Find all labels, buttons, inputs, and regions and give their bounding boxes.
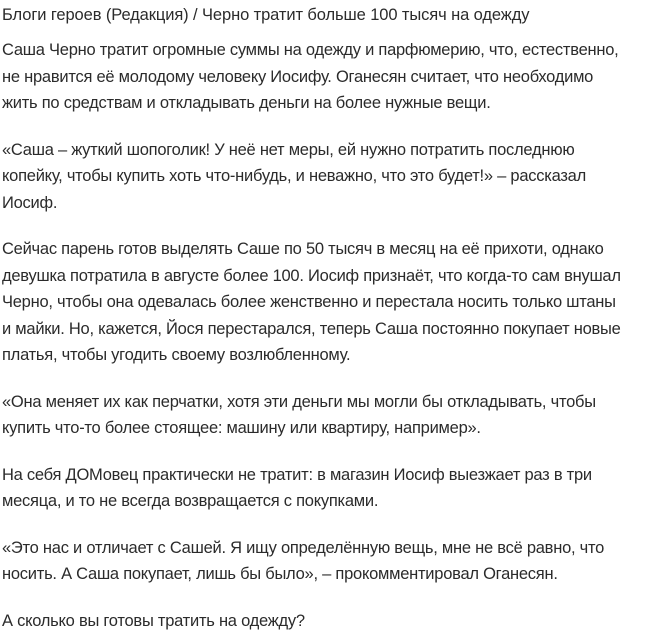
text-line: девушка потратила в августе более 100. Иосиф признаёт, что когда-то сам внушал — [2, 266, 621, 285]
text-line: платья, чтобы угодить своему возлюбленному. — [2, 346, 351, 364]
article-body — [2, 3, 670, 634]
paragraph-iosif-habits — [2, 462, 670, 515]
text-line: Саша Черно тратит огромные суммы на одежду и парфюмерию, что, естественно, — [2, 41, 619, 59]
text-line: и майки. Но, кажется, Йося перестарался, теперь Саша постоянно покупает новые — [2, 319, 621, 338]
text-line: Сейчас парень готов выделять Саше по 50 тысяч в месяц на её прихоти, однако — [2, 240, 604, 258]
text-line: не нравится её молодому человеку Иосифу. Оганесян считает, что необходимо — [2, 67, 594, 86]
article-title: Блоги героев (Редакция) / Черно тратит больше 100 тысяч на одежду — [2, 6, 530, 24]
paragraph-quote-shopaholic — [2, 137, 670, 217]
text-line: А сколько вы готовы тратить на одежду? — [2, 611, 305, 630]
text-line: «Это нас и отличает с Сашей. Я ищу определённую вещь, мне не всё равно, что — [2, 538, 605, 557]
text-line: На себя ДОМовец практически не тратит: в магазин Иосиф выезжает раз в три — [2, 465, 592, 484]
closing-question — [2, 608, 670, 635]
text-line: носить. А Саша покупает, лишь бы было», – прокомментировал Оганесян. — [2, 565, 558, 583]
text-line: месяца, и то не всегда возвращается с покупками. — [2, 492, 379, 510]
text-line: купить что-то более стоящее: машину или квартиру, например». — [2, 419, 481, 437]
paragraph-quote-difference — [2, 535, 670, 588]
text-line: «Она меняет их как перчатки, хотя эти деньги мы могли бы откладывать, чтобы — [2, 392, 596, 411]
text-line: «Саша – жуткий шопоголик! У неё нет меры, ей нужно потратить последнюю — [2, 140, 575, 159]
text-line: копейку, чтобы купить хоть что-нибудь, и неважно, что это будет!» – рассказал — [2, 167, 586, 185]
text-line: жить по средствам и откладывать деньги на более нужные вещи. — [2, 94, 491, 112]
paragraph-spending — [2, 236, 670, 369]
text-line: Черно, чтобы она одевалась более женственно и перестала носить только штаны — [2, 293, 616, 311]
paragraph-intro — [2, 37, 670, 117]
paragraph-quote-gloves — [2, 389, 670, 442]
text-line: Иосиф. — [2, 193, 58, 212]
